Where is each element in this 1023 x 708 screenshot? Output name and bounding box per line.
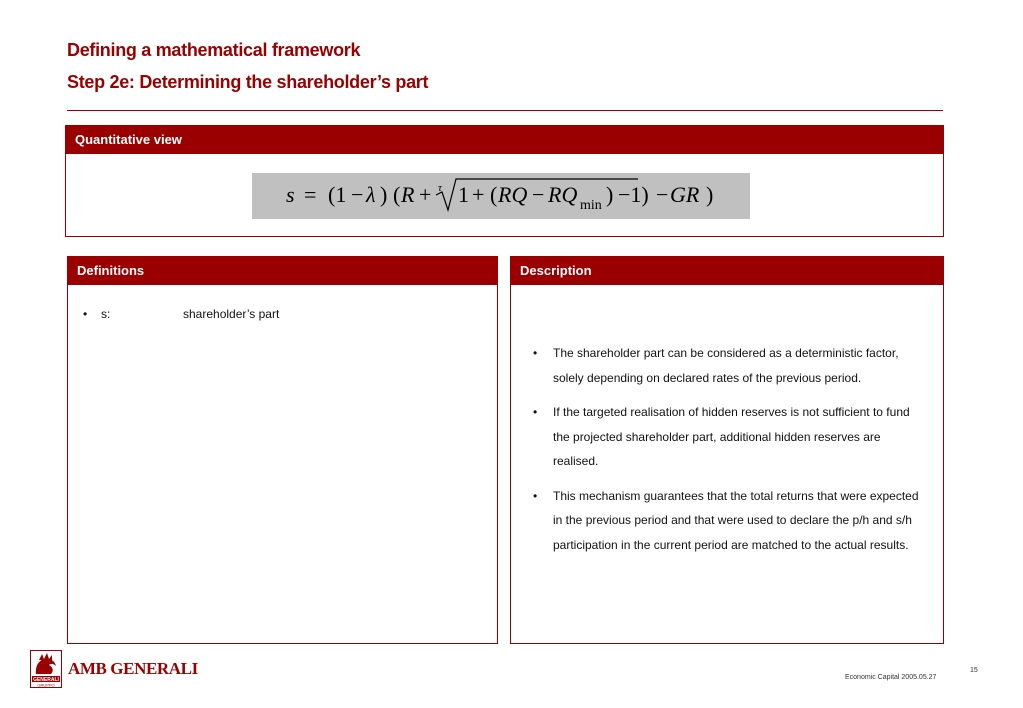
quantitative-view-panel — [65, 125, 944, 237]
definition-text: shareholder’s part — [183, 307, 280, 321]
description-item: • If the targeted realisation of hidden reserves is not sufficient to fund the projected shareholder part, additional hidden reserves are realised. — [533, 400, 928, 474]
formula-minus4: − — [656, 182, 669, 207]
page-title: Defining a mathematical framework — [67, 40, 361, 60]
logo-text: AMB GENERALI — [68, 659, 198, 678]
emblem-top-text: GENERALI — [33, 677, 59, 683]
formula-root-index: τ — [438, 182, 442, 194]
formula-lambda: λ — [366, 182, 376, 207]
header-divider — [67, 110, 943, 111]
formula-R: R — [401, 182, 415, 207]
page-subtitle: Step 2e: Determining the shareholder’s part — [67, 72, 429, 92]
formula-min-subscript: min — [580, 198, 602, 213]
formula-open2: ( — [393, 182, 401, 207]
formula-minus1: − — [351, 182, 364, 207]
formula-RQ2: RQ — [548, 182, 578, 207]
description-panel — [510, 256, 944, 644]
formula-open1: (1 — [328, 182, 347, 207]
formula-close3: ) — [606, 182, 614, 207]
formula-plus1: + — [419, 182, 432, 207]
definition-item — [83, 307, 279, 321]
formula-box — [252, 173, 750, 219]
quantitative-view-header: Quantitative view — [66, 126, 943, 154]
description-item: • This mechanism guarantees that the total returns that were expected in the previous period and that were used to declare the p/h and s/h participation in the current period are matched to the actual results. — [533, 484, 928, 558]
formula-close1: ) — [380, 182, 388, 207]
formula-plus2: + — [472, 182, 485, 207]
formula-minus2: − — [532, 182, 545, 207]
formula — [266, 174, 736, 218]
footer-document-label: Economic Capital 2005.05.27 — [845, 674, 937, 681]
formula-GR: GR — [670, 182, 700, 207]
description-header: Description — [511, 257, 943, 285]
page-number: 15 — [970, 667, 978, 674]
formula-RQ1: RQ — [498, 182, 528, 207]
formula-one: 1 — [458, 182, 469, 207]
description-list — [533, 341, 928, 567]
definition-symbol: s: — [101, 307, 111, 321]
emblem-bottom-text: GRUPPO — [37, 682, 55, 688]
definitions-header: Definitions — [68, 257, 497, 285]
company-logo — [30, 650, 198, 688]
formula-eq: = — [304, 182, 317, 207]
lion-emblem-icon — [30, 650, 62, 688]
formula-close4: ) — [706, 182, 714, 207]
formula-minus3: −1) — [618, 182, 649, 207]
formula-s: s — [286, 182, 295, 207]
description-item: • The shareholder part can be considered as a deterministic factor, solely depending on declared rates of the previous period. — [533, 341, 928, 390]
definitions-panel — [67, 256, 498, 644]
bullet: • — [83, 307, 88, 321]
formula-open3: ( — [490, 182, 498, 207]
